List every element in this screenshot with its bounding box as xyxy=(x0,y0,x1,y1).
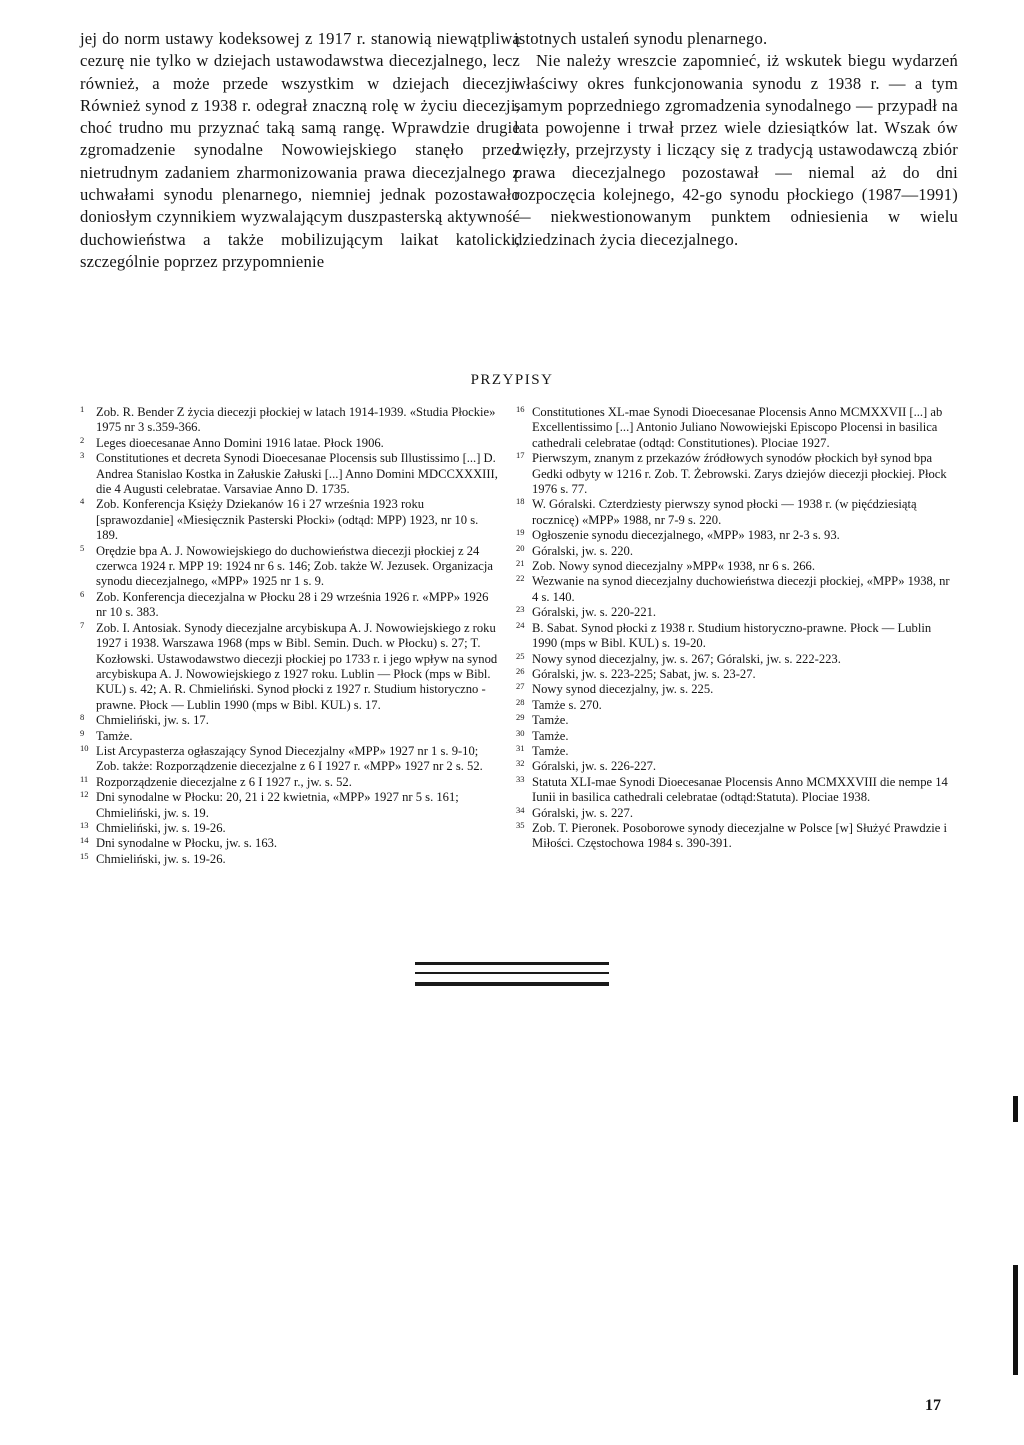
footnote-text: Wezwanie na synod diecezjalny duchowieństwa diecezji płockiej, «MPP» 1938, nr 4 s. 140. xyxy=(532,574,950,604)
footnote-number: 18 xyxy=(516,496,525,507)
footnote-number: 28 xyxy=(516,696,525,707)
footnote-number: 10 xyxy=(80,742,89,753)
footnote-number: 23 xyxy=(516,604,525,615)
footnote-number: 13 xyxy=(80,819,89,830)
footnote-number: 5 xyxy=(80,542,85,553)
footnote-number: 3 xyxy=(80,450,85,461)
page-number: 17 xyxy=(925,1397,941,1414)
footnote-text: Constitutiones et decreta Synodi Dioecesanae Plocensis sub Illustissimo [...] D. Andrea Stanislao Kostka in Załuskie Załuski [...] Anno Domini MDCCXXXIII, die 4 Augusti celebratae. Varsaviae Anno D. 1735. xyxy=(96,451,498,497)
footnote-text: Zob. Konferencja Księży Dziekanów 16 i 27 września 1923 roku [sprawozdanie] «Miesięcznik Pasterski Płocki» (odtąd: MPP) 1923, nr 10 s. 189. xyxy=(96,497,479,543)
footnote-number: 34 xyxy=(516,804,525,815)
footnote xyxy=(80,729,498,744)
footnote-text: Leges dioecesanae Anno Domini 1916 latae. Płock 1906. xyxy=(96,435,384,450)
footnote-text: W. Góralski. Czterdziesty pierwszy synod płocki — 1938 r. (w pięćdziesiątą rocznicę) «MPP» 1988, nr 7-9 s. 220. xyxy=(532,497,917,527)
footnote xyxy=(516,698,950,713)
footnote-text: Tamże. xyxy=(532,743,569,758)
footnote xyxy=(516,405,950,451)
footnote xyxy=(516,759,950,774)
footnote-text: Zob. Konferencja diecezjalna w Płocku 28 i 29 września 1926 r. «MPP» 1926 nr 10 s. 383. xyxy=(96,589,489,620)
footnote-text: Ogłoszenie synodu diecezjalnego, «MPP» 1983, nr 2-3 s. 93. xyxy=(532,528,840,543)
footnote-number: 31 xyxy=(516,742,525,753)
body-column-left xyxy=(80,28,520,273)
footnote-number: 17 xyxy=(516,450,525,461)
footnote xyxy=(516,559,950,574)
footnote-number: 20 xyxy=(516,542,525,553)
footnote-number: 12 xyxy=(80,789,89,800)
footnote-number: 11 xyxy=(80,773,89,784)
footnote-number: 4 xyxy=(80,496,85,507)
footnote xyxy=(80,744,498,775)
footnote xyxy=(516,729,950,744)
footnote xyxy=(516,544,950,559)
footnote xyxy=(516,621,950,652)
body-paragraph: istotnych ustaleń synodu plenarnego. xyxy=(514,29,768,48)
footnote xyxy=(80,852,498,867)
footnote xyxy=(80,790,498,821)
footnote xyxy=(80,775,498,790)
separator-rule xyxy=(415,972,609,974)
footnote xyxy=(516,605,950,620)
footnote xyxy=(516,667,950,682)
footnote xyxy=(516,497,950,528)
footnote-number: 29 xyxy=(516,712,525,723)
footnote-number: 8 xyxy=(80,712,85,723)
footnote xyxy=(80,713,498,728)
footnote xyxy=(516,574,950,605)
footnote-number: 27 xyxy=(516,681,525,692)
footnote xyxy=(80,544,498,590)
footnote-text: Tamże. xyxy=(96,728,133,743)
footnote-text: Tamże. xyxy=(532,713,569,728)
footnotes-heading: PRZYPISY xyxy=(470,372,554,388)
footnote-text: Chmieliński, jw. s. 19-26. xyxy=(96,851,226,866)
separator-rules xyxy=(415,962,609,992)
footnote-number: 32 xyxy=(516,758,525,769)
footnote xyxy=(516,451,950,497)
footnote-number: 21 xyxy=(516,558,525,569)
footnote-text: Zob. R. Bender Z życia diecezji płockiej w latach 1914-1939. «Studia Płockie» 1975 nr 3 s.359-366. xyxy=(96,405,496,435)
scan-edge-mark xyxy=(1013,1265,1018,1375)
footnote-text: Zob. T. Pieronek. Posoborowe synody diecezjalne w Polsce [w] Służyć Prawdzie i Miłości. Częstochowa 1984 s. 390-391. xyxy=(532,820,948,851)
footnote-text: Chmieliński, jw. s. 19-26. xyxy=(96,820,226,835)
footnote-number: 19 xyxy=(516,527,525,538)
footnote-number: 22 xyxy=(516,573,525,584)
footnote-text: Chmieliński, jw. s. 17. xyxy=(96,713,209,728)
footnote xyxy=(516,775,950,806)
footnote-number: 30 xyxy=(516,727,525,738)
footnote xyxy=(516,821,950,852)
footnote-number: 16 xyxy=(516,404,525,414)
footnote-text: B. Sabat. Synod płocki z 1938 r. Studium historyczno-prawne. Płock — Lublin 1990 (mps w Bibl. KUL) s. 19-20. xyxy=(532,620,932,651)
footnote-text: Pierwszym, znanym z przekazów źródłowych synodów płockich był synod bpa Gedki odbyty w 1216 r. Zob. T. Żebrowski. Zarys dziejów diecezji płockiej. Płock 1976 s. 77. xyxy=(532,451,947,497)
body-paragraph: Nie należy wreszcie zapomnieć, iż wskutek biegu wydarzeń właściwy okres funkcjonowania synodu z 1938 r. — a tym samym poprzedniego zgromadzenia synodalnego — przypadł na lata powojenne i trwał przez wiele dziesiątków lat. Wszak ów zwięzły, przejrzysty i liczący się z tradycją ustawodawczą zbiór prawa diecezjalnego pozostawał — niemal aż do dni rozpoczęcia kolejnego, 42-go synodu płockiego (1987—1991) — niekwestionowanym punktem odniesienia w wielu dziedzinach życia diecezjalnego. xyxy=(514,51,958,249)
footnote-text: Góralski, jw. s. 223-225; Sabat, jw. s. 23-27. xyxy=(532,666,756,681)
footnote-text: Constitutiones XL-mae Synodi Dioecesanae Plocensis Anno MCMXXVII [...] ab Excellentissimo [...] Antonio Juliano Nowowiejski Episcopo Plocensi in basilica cathedrali celebratae (odtąd: Constitutiones). Plociae 1927. xyxy=(532,405,943,450)
separator-rule xyxy=(415,982,609,986)
footnote xyxy=(516,744,950,759)
footnote xyxy=(516,713,950,728)
footnote-text: Góralski, jw. s. 227. xyxy=(532,805,633,820)
footnote-text: Tamże. xyxy=(532,728,569,743)
footnote-number: 25 xyxy=(516,650,525,661)
footnote-number: 7 xyxy=(80,619,85,630)
footnote-number: 9 xyxy=(80,727,85,738)
footnote xyxy=(80,621,498,713)
footnote-text: Zob. I. Antosiak. Synody diecezjalne arcybiskupa A. J. Nowowiejskiego z roku 1927 i 1938. Warszawa 1968 (mps w Bibl. Semin. Duch. w Płocku) s. 27; T. Kozłowski. Ustawodawstwo diecezji płockiej po 1733 r. i jego wpływ na synod arcybiskupa A. J. Nowowiejskiego z 1927 roku. Lublin — Płock (mps w Bibl. KUL) s. 42; A. R. Chmieliński. Synod płocki z 1927 r. Studium historyczno -prawne. Płock — Lublin 1990 (mps w Bibl. KUL) s. 17. xyxy=(96,620,498,712)
footnote xyxy=(80,590,498,621)
footnote-number: 15 xyxy=(80,850,89,861)
footnote-text: Dni synodalne w Płocku, jw. s. 163. xyxy=(96,836,278,851)
footnote xyxy=(516,682,950,697)
footnote xyxy=(516,528,950,543)
footnote xyxy=(80,436,498,451)
footnote-number: 2 xyxy=(80,434,85,445)
footnote-text: Nowy synod diecezjalny, jw. s. 267; Góralski, jw. s. 222-223. xyxy=(532,651,841,666)
separator-rule xyxy=(415,962,609,965)
footnote-text: Góralski, jw. s. 220. xyxy=(532,543,633,558)
footnote-text: Góralski, jw. s. 220-221. xyxy=(532,605,657,620)
footnote xyxy=(80,836,498,851)
footnote-text: Statuta XLI-mae Synodi Dioecesanae Plocensis Anno MCMXXVIII die nempe 14 Iunii in basilica cathedrali celebratae (odtąd:Statuta). Plociae 1938. xyxy=(532,774,948,805)
footnote xyxy=(80,451,498,497)
footnote-text: Tamże s. 270. xyxy=(532,697,602,712)
footnote-number: 24 xyxy=(516,619,525,630)
footnote xyxy=(80,497,498,543)
footnote-text: List Arcypasterza ogłaszający Synod Diecezjalny «MPP» 1927 nr 1 s. 9-10; Zob. także: Rozporządzenie diecezjalne z 6 I 1927 r. «MPP» 1927 nr 2 s. 52. xyxy=(96,743,483,774)
footnote-number: 33 xyxy=(516,773,525,784)
footnote-number: 26 xyxy=(516,665,525,676)
footnote xyxy=(516,806,950,821)
footnotes-column-right xyxy=(516,405,950,852)
footnote xyxy=(80,405,498,436)
footnote-text: Góralski, jw. s. 226-227. xyxy=(532,759,657,774)
footnotes-column-left xyxy=(80,405,498,867)
footnote-number: 1 xyxy=(80,404,85,414)
footnote-text: Zob. Nowy synod diecezjalny »MPP« 1938, nr 6 s. 266. xyxy=(532,559,815,574)
scan-edge-mark xyxy=(1013,1096,1018,1122)
footnote-text: Nowy synod diecezjalny, jw. s. 225. xyxy=(532,682,714,697)
footnote-number: 6 xyxy=(80,588,85,599)
footnote xyxy=(516,652,950,667)
footnote-text: Orędzie bpa A. J. Nowowiejskiego do duchowieństwa diecezji płockiej z 24 czerwca 1924 r. MPP 19: 1924 nr 6 s. 146; Zob. także W. Jezusek. Organizacja synodu diecezjalnego, «MPP» 1925 nr 1 s. 9. xyxy=(96,543,493,589)
body-paragraph: jej do norm ustawy kodeksowej z 1917 r. stanowią niewątpliwą cezurę nie tylko w dziejach ustawodawstwa diecezjalnego, lecz również, a może przede wszystkim w dziejach diecezji. Również synod z 1938 r. odegrał znaczną rolę w życiu diecezji, choć trudno mu przyznać taką samą rangę. Wprawdzie drugie zgromadzenie synodalne Nowowiejskiego stanęło przed nietrudnym zadaniem zharmonizowania prawa diecezjalnego z uchwałami synodu plenarnego, niemniej jednak pozostawało doniosłym czynnikiem wyzwalającym duszpasterską aktywność duchowieństwa a także mobilizującym laikat katolicki, szczególnie poprzez przypomnienie xyxy=(80,29,520,271)
footnote xyxy=(80,821,498,836)
footnote-text: Dni synodalne w Płocku: 20, 21 i 22 kwietnia, «MPP» 1927 nr 5 s. 161; Chmieliński, jw. s. 19. xyxy=(96,790,459,820)
footnote-number: 14 xyxy=(80,835,89,846)
footnote-number: 35 xyxy=(516,819,525,830)
body-column-right xyxy=(514,28,958,251)
footnote-text: Rozporządzenie diecezjalne z 6 I 1927 r., jw. s. 52. xyxy=(96,774,352,789)
